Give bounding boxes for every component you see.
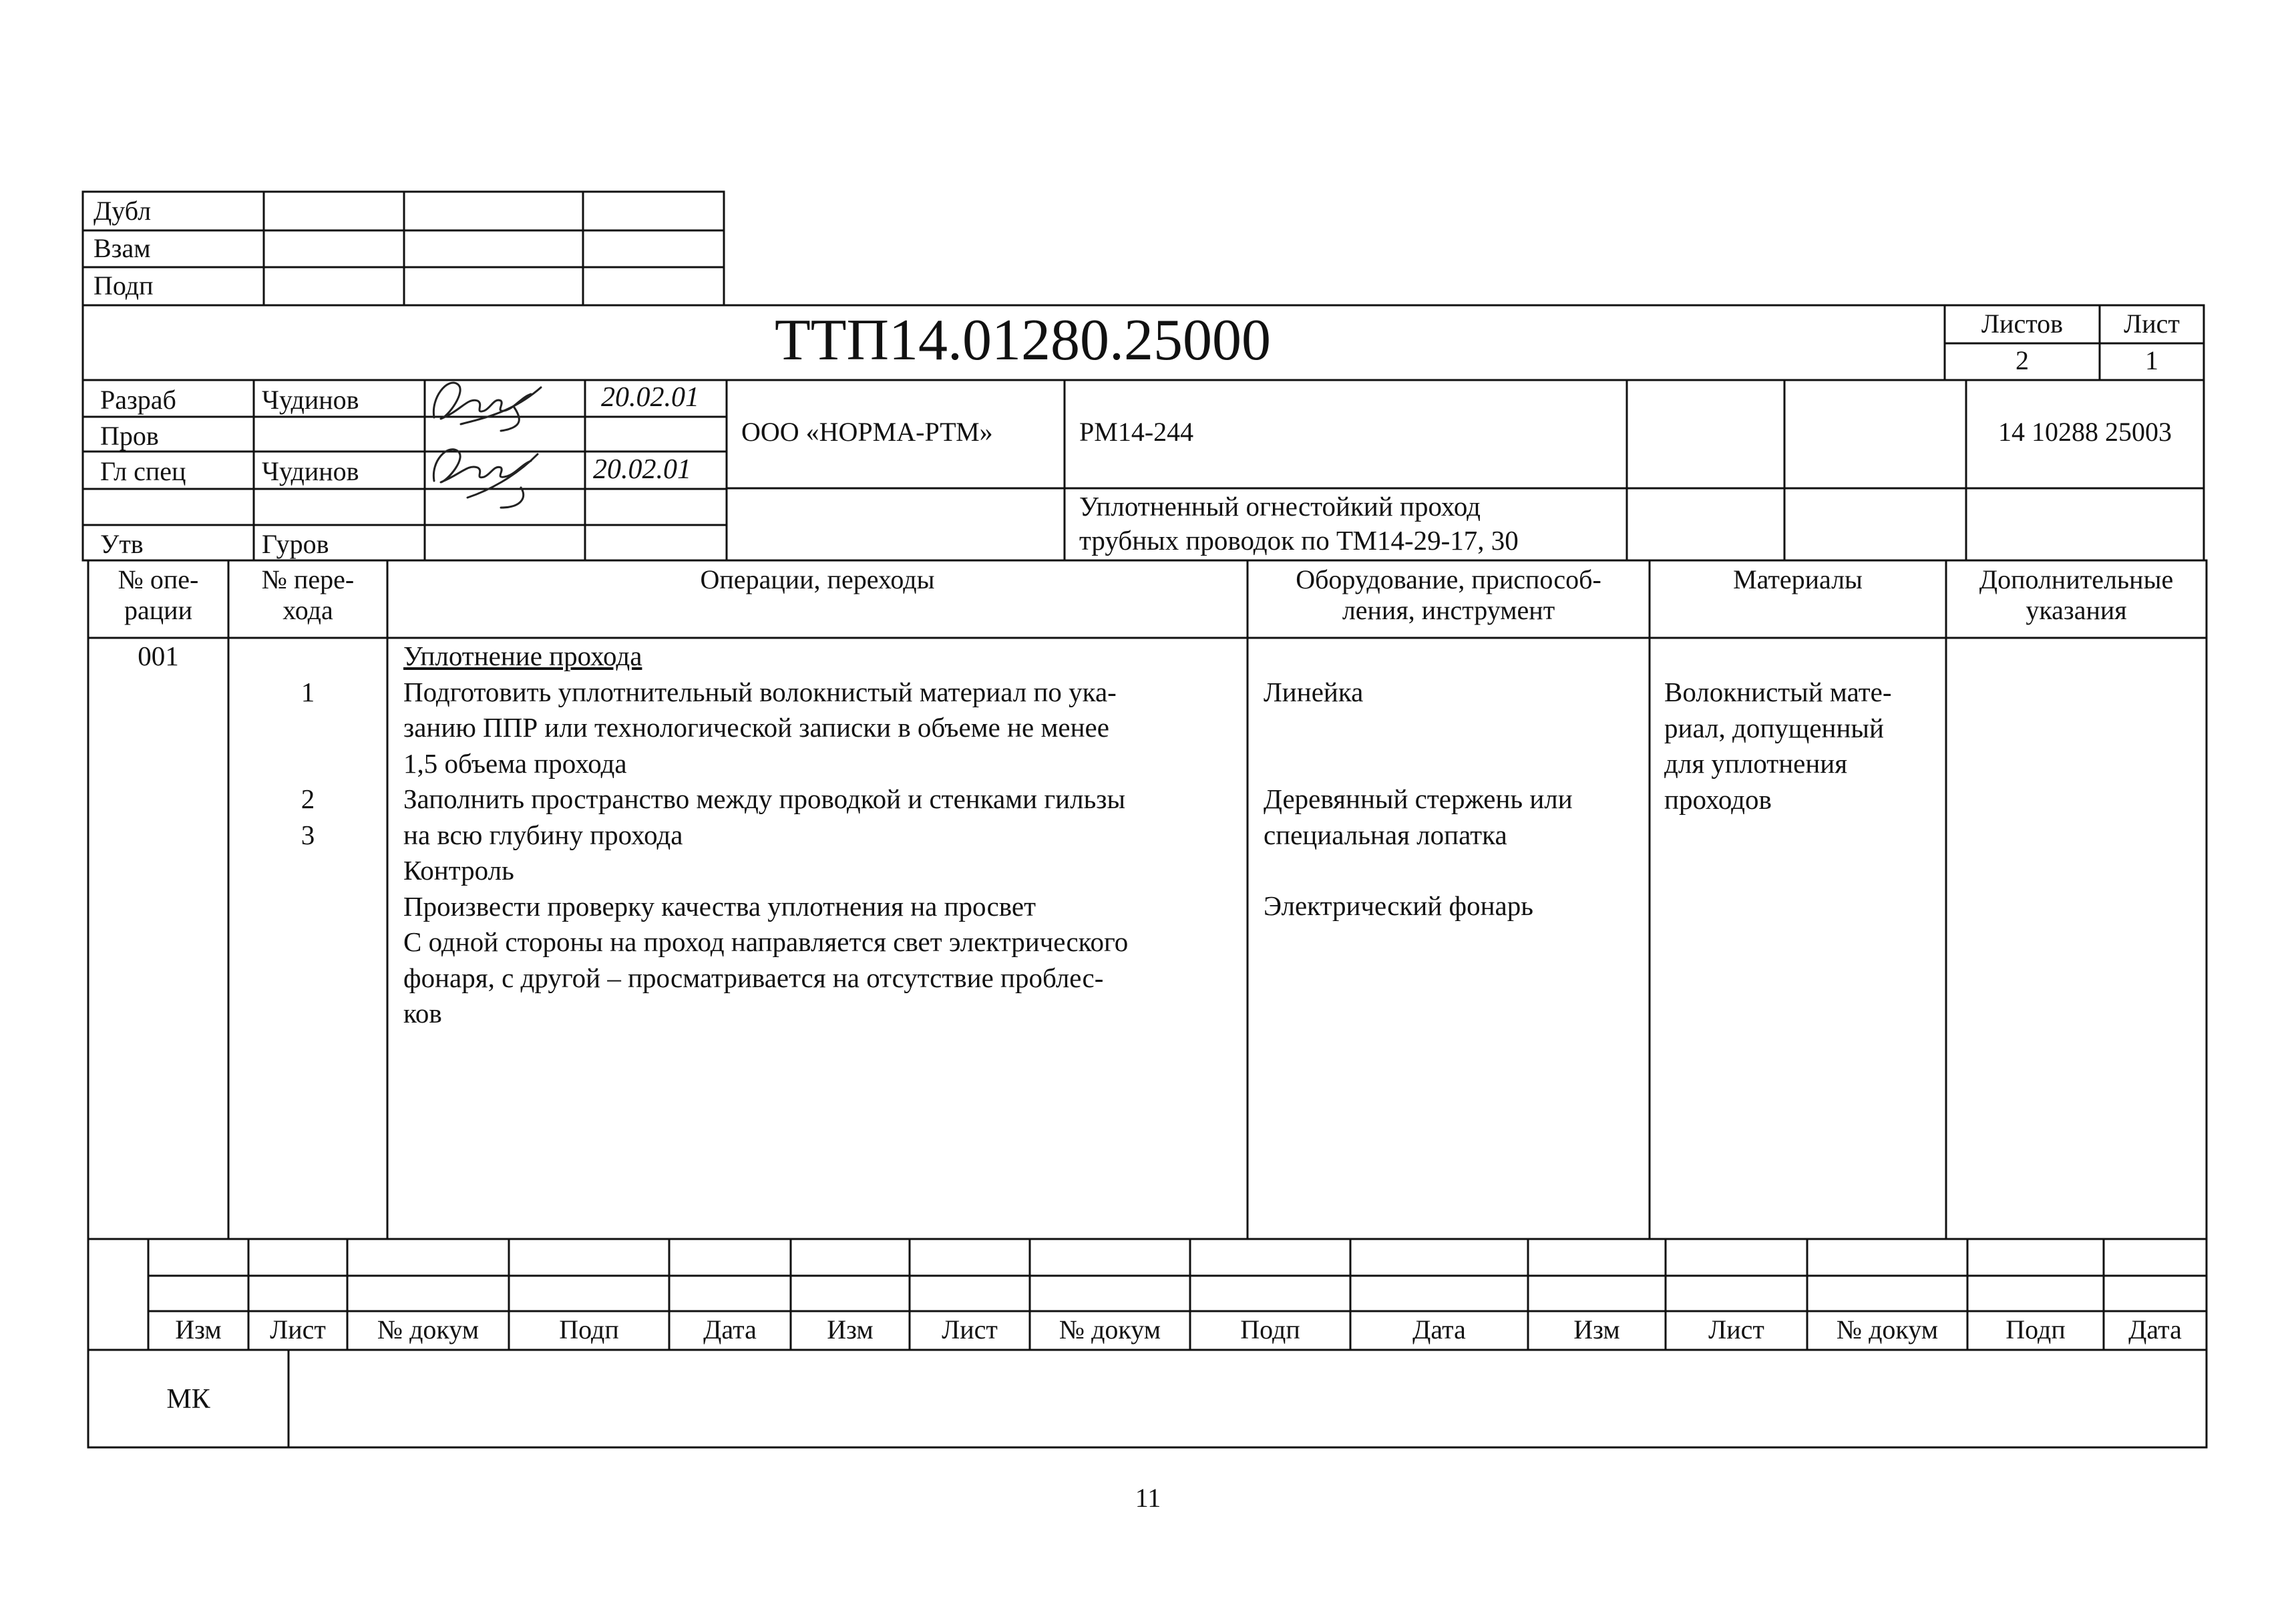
operation-line: 1,5 объема прохода [403, 747, 627, 779]
revision-label: Дата [2128, 1314, 2182, 1345]
signoff-role: Гл спец [100, 456, 186, 486]
revision-label: Подп [559, 1314, 619, 1345]
equipment-item: Электрический фонарь [1264, 890, 1533, 921]
top-row-label: Подп [93, 271, 154, 301]
document-code: ТТП14.01280.25000 [775, 308, 1272, 373]
revision-label: Подп [2005, 1314, 2066, 1345]
revision-label: Дата [1412, 1314, 1466, 1345]
column-header-operations: Операции, переходы [700, 564, 935, 594]
materials-text [1664, 675, 1945, 818]
operation-line: Контроль [403, 855, 514, 886]
signoff-role: Утв [100, 529, 144, 559]
signoff-name: Гуров [262, 529, 329, 559]
column-header-equipment: Оборудование, приспособ- ления, инструмент [1296, 564, 1601, 625]
operation-line: фонаря, с другой – просматривается на отсутствие проблес- [403, 962, 1104, 993]
signoff-name: Чудинов [262, 385, 359, 415]
operations-text [403, 639, 1245, 1032]
operation-line: С одной стороны на проход направляется свет электрического [403, 926, 1129, 957]
operation-number: 001 [138, 641, 179, 671]
signoff-date: 20.02.01 [593, 454, 691, 485]
operation-line: Произвести проверку качества уплотнения на просвет [403, 890, 1036, 922]
revision-label: № докум [377, 1314, 480, 1345]
form-code: МК [166, 1384, 210, 1415]
revision-label: Изм [175, 1314, 222, 1345]
operation-line: ков [403, 998, 442, 1029]
page-number: 11 [1135, 1483, 1161, 1513]
step-number: 3 [301, 820, 315, 850]
sheet-number: 1 [2145, 345, 2158, 375]
column-header-op-number: № опе- рации [118, 564, 199, 625]
top-row-label: Взам [93, 233, 151, 263]
document-reference: РМ14-244 [1079, 417, 1194, 447]
operation-line: Заполнить пространство между проводкой и стенками гильзы [403, 783, 1126, 814]
operation-line: Подготовить уплотнительный волокнистый материал по ука- [403, 676, 1117, 707]
column-header-materials: Материалы [1733, 564, 1863, 594]
revision-label: Дата [703, 1314, 757, 1345]
top-row-label: Дубл [93, 196, 152, 226]
revision-label: № докум [1059, 1314, 1161, 1345]
operation-line: на всю глубину прохода [403, 819, 683, 850]
revision-label: Изм [1573, 1314, 1620, 1345]
revision-label: Лист [270, 1314, 326, 1345]
sheets-label: Листов [1981, 309, 2064, 339]
signoff-role: Пров [100, 421, 159, 451]
sheet-label: Лист [2124, 309, 2180, 339]
signature-image [421, 371, 554, 434]
organization-name: ООО «НОРМА-РТМ» [741, 417, 993, 447]
revision-label: Подп [1240, 1314, 1300, 1345]
operation-line: Уплотнение прохода [403, 641, 642, 671]
sheets-count: 2 [2016, 345, 2029, 375]
equipment-item: специальная лопатка [1264, 820, 1507, 850]
revision-label: Изм [827, 1314, 874, 1345]
column-header-notes: Дополнительные указания [1979, 564, 2174, 625]
document-title-line: Уплотненный огнестойкий проход [1079, 491, 1481, 522]
revision-label: № докум [1836, 1314, 1939, 1345]
equipment-item: Деревянный стержень или [1264, 783, 1573, 814]
signoff-date: 20.02.01 [601, 382, 699, 413]
document-title-line: трубных проводок по ТМ14-29-17, 30 [1079, 525, 1519, 556]
step-number: 2 [301, 783, 315, 814]
signoff-role: Разраб [100, 385, 176, 415]
signature-image [421, 441, 554, 514]
material-line: для уплотнения [1664, 748, 1848, 779]
step-number: 1 [301, 677, 315, 707]
revision-label: Лист [942, 1314, 998, 1345]
equipment-item: Линейка [1264, 677, 1364, 707]
revision-label: Лист [1708, 1314, 1764, 1345]
material-line: Волокнистый мате- [1664, 677, 1892, 707]
column-header-step-number: № пере- хода [261, 564, 355, 625]
material-line: риал, допущенный [1664, 712, 1884, 743]
signoff-name: Чудинов [262, 456, 359, 486]
operation-line: занию ППР или технологической записки в объеме не менее [403, 712, 1109, 743]
document-number: 14 10288 25003 [1998, 417, 2172, 447]
material-line: проходов [1664, 783, 1772, 815]
